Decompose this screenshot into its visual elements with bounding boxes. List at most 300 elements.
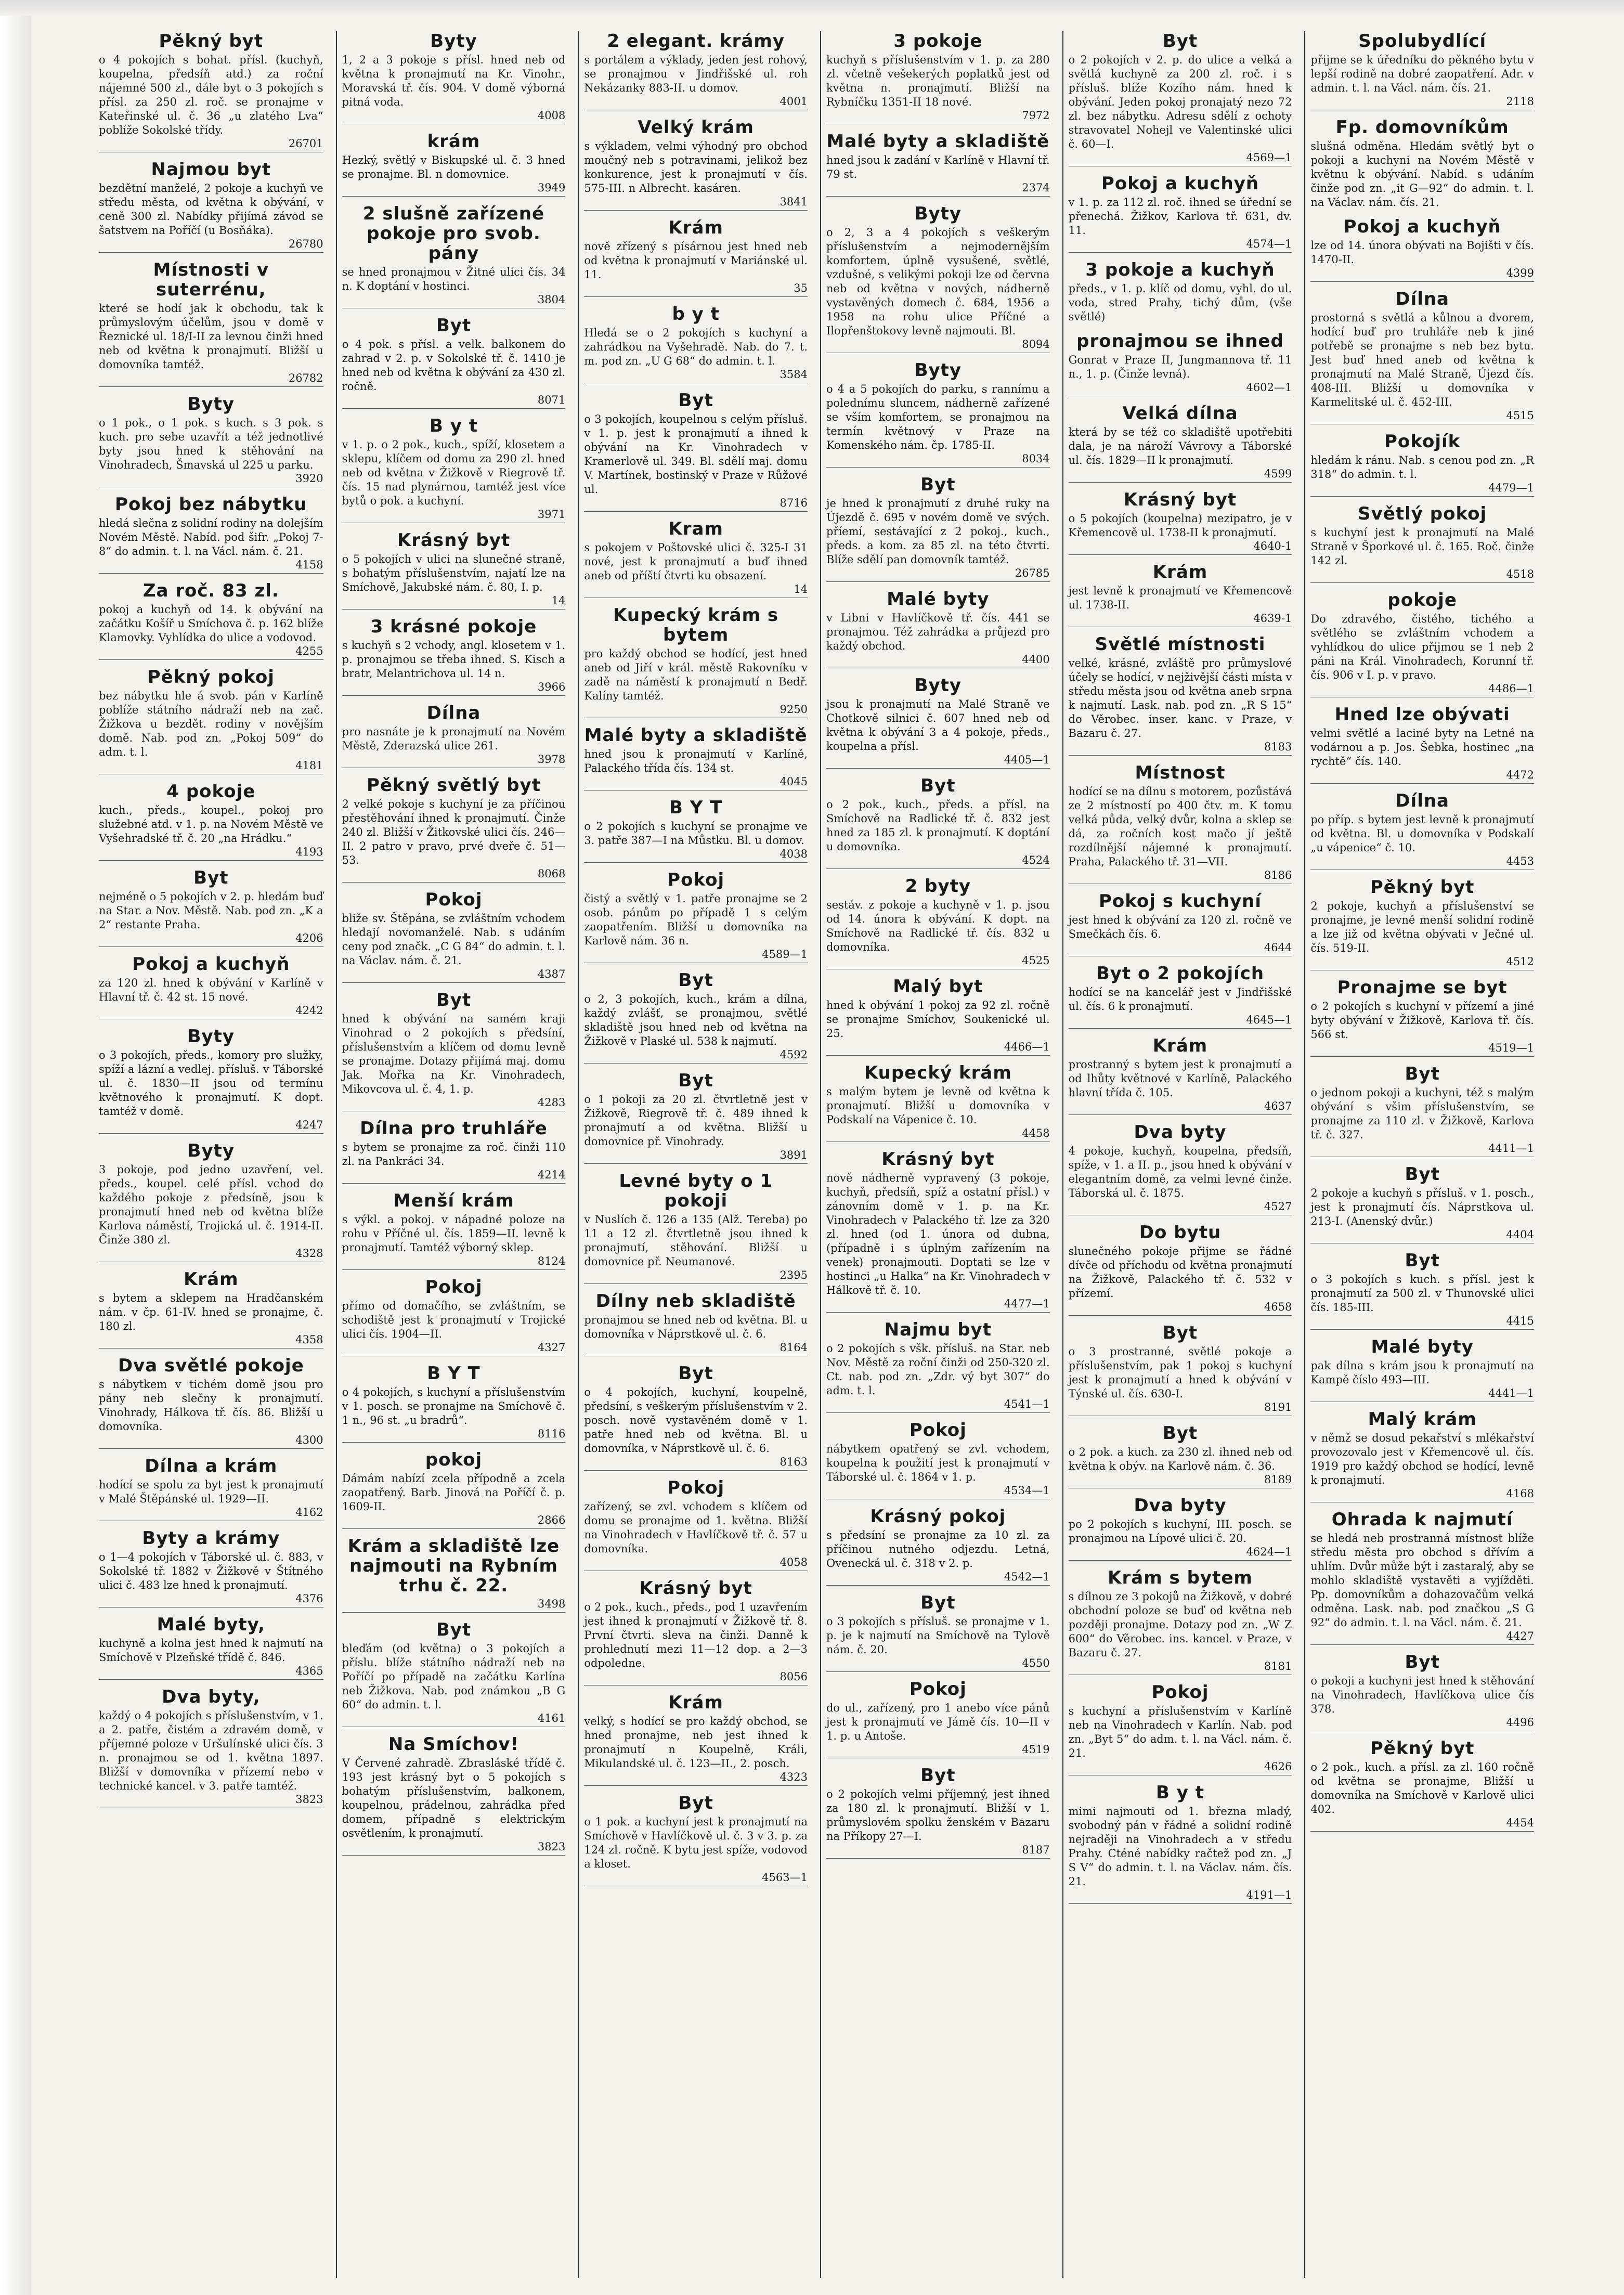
ad-title: 3 pokoje <box>893 31 983 51</box>
ad-number: 4637 <box>1069 1100 1292 1115</box>
classified-ad <box>99 581 323 660</box>
ad-number: 4527 <box>1069 1200 1292 1215</box>
ad-number: 3804 <box>342 293 566 308</box>
ad-title: Byt <box>1405 1652 1440 1672</box>
classified-ad <box>342 1119 566 1184</box>
ad-text: Hezký, světlý v Biskupské ul. č. 3 hned se pronajme. Bl. n domovnice. <box>342 154 566 180</box>
ad-number: 3971 <box>342 508 566 523</box>
ad-title: Byty <box>430 31 477 51</box>
ad-text: s malým bytem je levně od května k pronajmutí. Bližší u domovníka v Podskalí na Vápenice č. 10. <box>826 1085 1050 1126</box>
ad-text: s bytem se pronajme za roč. činži 110 zl. na Pankráci 34. <box>342 1141 566 1168</box>
ad-number: 4602—1 <box>1069 381 1292 396</box>
classified-ad <box>826 876 1050 969</box>
ad-text: hned k obývání na samém kraji Vinohrad o 2 pokojích s předsíní, příslušenstvím a klíčem od domu levně se pronajme. Dotazy přijímá maj. domu Jak. Mořka na Kr. Vinohradech, Mikovcova ul. č. 4, 1. p. <box>342 1013 566 1095</box>
classified-ad <box>584 1171 808 1284</box>
ad-text: s předsíní se pronajme za 10 zl. za příčinou nutného odjezdu. Letná, Ovenecká ul. č. 318 v 2. p. <box>826 1529 1050 1570</box>
ad-text: pokoj a kuchyň od 14. k obývání na začátku Košíř u Smíchova č. p. 162 blíže Klamovky. Vyhlídka do ulice a vodovod. <box>99 603 323 644</box>
ad-text: o 2 pokojích velmi příjemný, jest ihned za 180 zl. k pronajmutí. Bližší v 1. průmyslovém spolku ženském v Bazaru na Příkopy 27—I. <box>826 1788 1050 1843</box>
classified-ad <box>99 160 323 253</box>
classified-ad <box>1069 490 1292 555</box>
ad-title: Místnost <box>1135 762 1226 783</box>
ad-text: o 2, 3 pokojích, kuch., krám a dílna, každý zvlášť, se pronajmou, světlé skladiště jsou hned neb od května na Žižkově v Plaské ul. 538 k najmutí. <box>584 993 808 1047</box>
ad-title: Pokoj <box>1151 1682 1209 1703</box>
ad-text: v Libni v Havlíčkově tř. čís. 441 se pronajmou. Též zahrádka a průjezd pro každý obchod. <box>826 612 1050 652</box>
ad-text: která by se též co skladiště upotřebiti dala, je na nároží Vávrovy a Táborské ul. čís. 1829—II k pronajmutí. <box>1068 426 1292 466</box>
classified-ad <box>99 667 323 774</box>
ad-number: 8164 <box>584 1341 808 1356</box>
ad-number: 4001 <box>584 95 808 110</box>
ad-number: 26701 <box>99 137 323 152</box>
ad-number: 4519 <box>826 1743 1050 1758</box>
classified-ad <box>826 1593 1050 1672</box>
classified-ad <box>99 1456 323 1521</box>
ad-text: s kuchyní a příslušenstvím v Karlíně neb na Vinohradech v Karlín. Nab. pod zn. „Byt 5“ do adm. t. l. na Václ. nám. č. 21. <box>1068 1705 1292 1759</box>
classified-ad <box>1310 217 1534 282</box>
ad-text: 4 pokoje, kuchyň, koupelna, předsíň, spíže, v 1. a II. p., jsou hned k obývání v elegantním domě, za velmi levné činže. Táborská ul. č. 1875. <box>1068 1145 1292 1199</box>
classified-ad <box>1069 763 1292 884</box>
ad-title: Pokoj s kuchyní <box>1098 891 1262 912</box>
ad-text: o 4 pokojích s bohat. přísl. (kuchyň, koupelna, předsíň atd.) za roční nájemné 500 zl., dále byt o 3 pokojích s přísl. za 250 zl. roč. se pronajme v Kateřinské ul. č. 36 „u zlatého Lva“ poblíže Sokolské třídy. <box>99 54 323 136</box>
classified-ad <box>1310 1251 1534 1330</box>
ad-number: 3498 <box>342 1598 566 1613</box>
ad-title: 3 pokoje a kuchyň <box>1085 260 1275 280</box>
ad-number: 3920 <box>99 472 323 487</box>
classified-ad <box>584 870 808 963</box>
ad-title: pronajmou se ihned <box>1076 331 1284 352</box>
classified-ad <box>584 725 808 790</box>
ad-text: o 2 pok., kuch., předs., pod 1 uzavřením jest ihned k pronajmutí v Žižkově tř. 8. První čtvrti. sleva na činži. Danně k prohlednutí mezi 11—12 dop. a 2—3 odpoledne. <box>584 1601 808 1669</box>
ad-text: o 4 pok. s přísl. a velk. balkonem do zahrad v 2. p. v Sokolské tř. č. 1410 je hned neb od května k obývání za 430 zl. ročně. <box>342 338 566 393</box>
ad-text: jest levně k pronajmutí ve Křemencově ul. 1738-II. <box>1068 585 1292 611</box>
classified-ad <box>1310 1337 1534 1402</box>
classified-ad <box>1310 1652 1534 1731</box>
ad-number: 4639-1 <box>1069 612 1292 627</box>
classified-ad <box>99 495 323 574</box>
ad-title: 3 krásné pokoje <box>370 616 537 637</box>
ad-number: 8124 <box>342 1255 566 1270</box>
ad-number: 4541—1 <box>826 1398 1050 1413</box>
ad-text: s pokojem v Poštovské ulici č. 325-I 31 nové, jest k pronajmutí a buď ihned aneb od příští čtvrti ku obsazení. <box>584 541 808 582</box>
column-2 <box>336 31 571 2278</box>
classified-ad <box>1069 562 1292 627</box>
ad-text: velký, s hodící se pro každý obchod, se hned pronajme, neb jest ihned k pronajmutí n Koupelně, Králi, Mikulandské ul. č. 123—II., 2. posch. <box>584 1715 808 1770</box>
classified-ad <box>342 990 566 1111</box>
ad-title: Byt <box>436 1619 472 1640</box>
ad-number: 7972 <box>826 109 1050 124</box>
ad-text: o 2, 3 a 4 pokojích s veškerým příslušenstvím a nejmodernějším komfortem, úplně vysušené, světlé, vzdušné, s velikými pokoji lze od června neb od května v nových, nádherně vystavěných domech č. 684, 1956 a 1958 na rohu ulice Příčné a Ilopřenštokovy levně najmouti. Bl. <box>826 226 1050 337</box>
column-1 <box>94 31 329 2278</box>
classified-ad <box>826 1420 1050 1499</box>
classified-ad <box>342 1191 566 1270</box>
ad-text: 2 pokoje a kuchyň s přísluš. v 1. posch., jest k pronajmutí čís. Náprstkova ul. 213-I. (Anenský dvůr.) <box>1310 1187 1534 1227</box>
classified-ad <box>342 703 566 768</box>
ad-text: hned k obývání 1 pokoj za 92 zl. ročně se pronajme Smíchov, Soukenické ul. 25. <box>826 999 1050 1040</box>
classified-ad <box>584 1478 808 1571</box>
ad-title: Byt <box>436 990 472 1010</box>
column-5 <box>1062 31 1297 2278</box>
ad-text: o 4 a 5 pokojích do parku, s rannímu a polednímu sluncem, nádherně zařízené se vším komfortem, se pronajmou na termín květnový v Praze na Komenského nám. čp. 1785-II. <box>826 383 1050 451</box>
ad-text: nábytkem opatřený se zvl. vchodem, koupelna k použití jest k pronajmutí v Táborské ul. č. 1864 v 1. p. <box>826 1443 1050 1483</box>
classified-ad <box>584 1693 808 1786</box>
ad-text: 3 pokoje, pod jedno uzavření, vel. předs., koupel. celé přísl. vchod do každého pokoje z předsíně, jsou k pronajmutí hned neb od května blíže Karlova náměstí, Trojická ul. č. 1914-II. Činže 380 zl. <box>99 1163 323 1246</box>
ad-text: přijme se k úředníku do pěkného bytu v lepší rodině na dobré zaopatření. Adr. v admin. t. l. na Václ. nám. čís. 21. <box>1310 54 1534 94</box>
ad-title: Pokoj a kuchyň <box>132 954 290 975</box>
ad-title: Byty <box>914 360 962 381</box>
ad-text: s portálem a výklady, jeden jest rohový, se pronajmou v Jindřišské ul. roh Nekázanky 883-II. u domov. <box>584 54 808 94</box>
ad-title: Krásný pokoj <box>870 1506 1006 1527</box>
ad-title: B Y T <box>427 1363 480 1384</box>
ad-text: nově zřízený s písárnou jest hned neb od května k pronajmutí v Mariánské ul. 11. <box>584 240 808 281</box>
ad-text: mimi najmouti od 1. března mladý, svobodný pán v řádné a solidní rodině nejraději na Vinohradech a v středu Prahy. Cténé nabídky račtež pod zn. „J S V“ do admin. t. l. na Václav. nám. čís. 21. <box>1068 1805 1292 1888</box>
ad-text: s nábytkem v tichém domě jsou pro pány neb slečny k pronajmutí. Vinohrady, Hálkova tř. čís. 86. Bližší u domovníka. <box>99 1378 323 1433</box>
classified-ad <box>826 776 1050 869</box>
ad-number: 4399 <box>1310 267 1534 282</box>
ad-number: 2866 <box>342 1514 566 1529</box>
ad-text: čistý a světlý v 1. patře pronajme se 2 osob. pánům po případě 1 s celým zaopatřením. Bližší u domovníka na Karlově nám. 36 n. <box>584 892 808 947</box>
ad-number: 3966 <box>342 681 566 696</box>
ad-number: 4512 <box>1310 955 1534 970</box>
ad-text: pro každý obchod se hodící, jest hned aneb od Jiří v král. městě Rakovníku v zadě na náměstí k pronajmutí n Bedř. Kalíny tamtéž. <box>584 647 808 702</box>
ad-title: Krám s bytem <box>1108 1567 1253 1588</box>
ad-title: Krám a skladiště lze najmouti na Rybním trhu č. 22. <box>347 1536 560 1596</box>
ad-text: každý o 4 pokojích s příslušenstvím, v 1. a 2. patře, čistém a zdravém domě, v příjemné poloze v Uršulínské ulici čís. 3 n. pronajmou se od 1. května 1897. Bližší v domovníka v přízemí nebo v technické kancel. v 3. patře tamtéž. <box>99 1709 323 1792</box>
ad-number: 4411—1 <box>1310 1142 1534 1157</box>
ad-text: o 2 pokojích s kuchyní v přízemí a jiné byty obývání v Žižkově, Karlova tř. čís. 566 st. <box>1310 1000 1534 1041</box>
ad-text: v 1. p. o 2 pok., kuch., spíží, klosetem a sklepu, klíčem od domu za 290 zl. hned neb od května v Žižkově v Riegrově tř. čís. 15 nad plynárnou, tamtéž jest více bytů o pok. a kuchyní. <box>342 438 566 507</box>
ad-text: které se hodí jak k obchodu, tak k průmyslovým účelům, jsou v domě v Řeznické ul. 18/I-II za levnou činži hned neb od května k pronajmutí. Bližší u domovníka tamtéž. <box>99 302 323 371</box>
ad-title: 2 slušně zařízené pokoje pro svob. pány <box>362 203 545 264</box>
ad-number: 8189 <box>1069 1473 1292 1488</box>
classified-ad <box>1069 1783 1292 1904</box>
ad-text: prostorná s světlá a kůlnou a dvorem, hodící buď pro truhláře neb k jiné potřebě se pronajme s neb bez bytu. Jest buď hned aneb od května k pronajmutí na Malé Straně, Újezd čís. 408-III. Bližší u domovníka v Karmelitské ul. č. 452-III. <box>1310 312 1534 408</box>
ad-title: Byt <box>678 1793 713 1813</box>
ad-text: sestáv. z pokoje a kuchyně v 1. p. jsou od 14. února k obývání. K dopt. na Smíchově na Radlické tř. čís. 832 u domovníka. <box>826 899 1050 953</box>
ad-title: Malé byty <box>887 589 990 610</box>
ad-title: Byty <box>914 203 962 224</box>
classified-ad <box>1069 1223 1292 1316</box>
classified-ad <box>1310 31 1534 110</box>
ad-text: pak dílna s krám jsou k pronajmutí na Kampě číslo 493—III. <box>1310 1359 1534 1386</box>
ad-title: Malý byt <box>893 976 983 997</box>
ad-number: 14 <box>342 594 566 610</box>
ad-text: o jednom pokoji a kuchyni, též s malým obývání s všim příslušenstvím, se pronajme za 110 zl. v Žižkově, Karlova tř. č. 327. <box>1310 1086 1534 1141</box>
ad-text: hodící se na kancelář jest v Jindřišské ul. čís. 6 k pronajmutí. <box>1068 986 1292 1013</box>
classified-ad <box>342 31 566 124</box>
ad-number: 4479—1 <box>1310 482 1534 497</box>
ad-title: Kupecký krám <box>864 1062 1012 1083</box>
classified-ad <box>99 394 323 487</box>
ad-text: o 1 pok., o 1 pok. s kuch. s 3 pok. s kuch. pro sebe uzavřít a též jednotlivé byty jsou hned k stěhování na Vinohradech, Šmavská ul 225 u parku. <box>99 417 323 471</box>
ad-number: 4626 <box>1069 1760 1292 1775</box>
ad-title: Pokoj a kuchyň <box>1343 216 1501 237</box>
classified-ad <box>826 589 1050 668</box>
classified-ad <box>342 775 566 883</box>
ad-text: bezdětní manželé, 2 pokoje a kuchyň ve středu města, od května k obývání, v ceně 300 zl. Nabídky přijímá závod se šatstvem na Poříčí (u Bosňáka). <box>99 182 323 237</box>
classified-ad <box>99 31 323 152</box>
classified-ad <box>1069 260 1292 324</box>
ad-number: 4486—1 <box>1310 682 1534 697</box>
ad-text: předs., v 1. p. klíč od domu, vyhl. do ul. voda, stred Prahy, tichý dům, (vše světlé) <box>1068 282 1292 323</box>
ad-title: Dílny neb skladiště <box>595 1291 796 1312</box>
ad-title: Dílna <box>1395 289 1449 309</box>
ad-title: B Y T <box>669 797 723 818</box>
ad-number: 4168 <box>1310 1487 1534 1502</box>
ad-number: 4327 <box>342 1341 566 1356</box>
ad-number: 4376 <box>99 1592 323 1607</box>
classified-ad <box>1069 1036 1292 1115</box>
ad-text: v 1. p. za 112 zl. roč. ihned se úřední se přenechá. Žižkov, Karlova tř. 631, dv. 11. <box>1068 196 1292 237</box>
ad-text: kuchyně a kolna jest hned k najmutí na Smíchově v Plzeňské třídě č. 846. <box>99 1637 323 1664</box>
ad-number: 8163 <box>584 1456 808 1471</box>
ad-number: 2118 <box>1310 95 1534 110</box>
ad-number: 26782 <box>99 372 323 387</box>
classified-ad <box>1069 174 1292 253</box>
ad-text: slušná odměna. Hledám světlý byt o pokoji a kuchyni na Novém Městě v květnu k obývání. Nabíd. s udáním činže pod zn. „it G—92“ do admin. t. l. na Václav. nám. čís. 21. <box>1310 140 1534 209</box>
classified-ad <box>99 868 323 947</box>
ad-text: hodící se na dílnu s motorem, pozůstává ze 2 místností po 400 čtv. m. K tomu velká půda, velký dvůr, kolna a sklep se dá, za ročních kost mačo jí ještě rozdílnější nájemné k pronajmutí. Praha, Palackého tř. 31—VII. <box>1068 785 1292 868</box>
classified-ad <box>1310 1164 1534 1243</box>
ad-text: kuchyň s příslušenstvím v 1. p. za 280 zl. včetně vešekerých poplatků jest od května n. pronajmutí. Bližší na Rybníčku 1351-II 18 nové. <box>826 54 1050 108</box>
classified-ad <box>99 1615 323 1680</box>
ad-text: o 1 pok. a kuchyní jest k pronajmutí na Smíchově v Havlíčkově ul. č. 3 v 3. p. za 124 zl. ročně. K bytu jest spíže, vodovod a kloset. <box>584 1816 808 1870</box>
ad-title: krám <box>427 131 480 152</box>
ad-number: 4328 <box>99 1247 323 1262</box>
ad-title: pokoje <box>1387 590 1457 611</box>
ad-title: Malé byty a skladiště <box>826 131 1050 152</box>
column-6 <box>1304 31 1539 2278</box>
ad-title: Světlý pokoj <box>1358 503 1487 524</box>
classified-ad <box>1069 891 1292 956</box>
ad-number: 3949 <box>342 181 566 197</box>
column-3 <box>578 31 813 2278</box>
ad-number: 4592 <box>584 1048 808 1064</box>
ad-number: 8068 <box>342 867 566 883</box>
ad-number: 4206 <box>99 932 323 947</box>
ad-title: Dílna a krám <box>145 1456 278 1476</box>
classified-ad <box>342 1364 566 1443</box>
ad-title: Velký krám <box>638 117 754 138</box>
classified-ad <box>826 1149 1050 1313</box>
ad-title: Krám <box>184 1269 239 1290</box>
classified-ad <box>1310 705 1534 784</box>
ad-title: Byty a krámy <box>142 1528 280 1549</box>
ad-text: nejméně o 5 pokojích v 2. p. hledám buď na Star. a Nov. Městě. Nab. pod zn. „K a 2“ restante Praha. <box>99 890 323 931</box>
classified-ad <box>1310 978 1534 1057</box>
ad-text: velmi světlé a laciné byty na Letné na vodárnou a p. Jos. Šebka, hostinec „na rychtě“ čís. 140. <box>1310 727 1534 768</box>
ad-number: 4045 <box>584 775 808 790</box>
ad-title: Krásný byt <box>1123 489 1237 510</box>
ad-title: Pěkný světlý byt <box>367 775 541 796</box>
ad-number: 4466—1 <box>826 1041 1050 1056</box>
ad-text: hned jsou k zadání v Karlíně v Hlavní tř. 79 st. <box>826 154 1050 180</box>
ad-number: 4162 <box>99 1506 323 1521</box>
classified-ad <box>1069 1423 1292 1488</box>
ad-number: 4458 <box>826 1127 1050 1142</box>
ad-text: s dílnou ze 3 pokojů na Žižkově, v dobré obchodní poloze se buď od května neb později pronajme. Dotazy pod zn. „W Z 600“ do Věrobec. ins. kancel. v Praze, v Bazaru č. 27. <box>1068 1590 1292 1659</box>
ad-title: Pokoj <box>667 1477 725 1498</box>
classified-ad <box>584 1291 808 1356</box>
ad-number: 8716 <box>584 497 808 512</box>
ad-title: 4 pokoje <box>166 781 256 802</box>
ad-text: o 2 pokojích v 2. p. do ulice a velká a světlá kuchyně za 200 zl. roč. i s přísluš. blíže Kozího nám. hned k obývání. Jeden pokoj pronajatý nezo 72 zl. bez nábytku. Adresu sdělí z ochoty stravovatel Nohejl ve Valentinské ulici č. 60—I. <box>1068 54 1292 150</box>
ad-text: bleďám (od května) o 3 pokojích a příslu. blíže státního nádraží neb na Poříčí po případě na začátku Karlína neb Žižkova. Nab. pod známkou „B G 60“ do admin. t. l. <box>342 1642 566 1711</box>
ad-title: Byt <box>920 474 956 495</box>
ad-number: 8116 <box>342 1428 566 1443</box>
classified-ad <box>584 218 808 297</box>
ad-text: o 3 pokojích s kuch. s přísl. jest k pronajmutí za 500 zl. v Thunovské ulici čís. 185-III. <box>1310 1273 1534 1314</box>
ad-number: 4640-1 <box>1069 540 1292 555</box>
ad-text: 1, 2 a 3 pokoje s přísl. hned neb od května k pronajmutí na Kr. Vinohr., Moravská tř. čís. 904. V domě výborná pitná voda. <box>342 54 566 108</box>
ad-text: velké, krásné, zvláště pro průmyslové účely se hodící, v nejživější části místa v středu města jsou od května aneb srpna k najmutí. Lask. nab. pod zn. „R S 15“ do Věrobec. inser. kanc. v Praze, v Bazaru č. 27. <box>1068 657 1292 740</box>
classified-ad <box>342 204 566 308</box>
ad-text: jsou k pronajmutí na Malé Straně ve Chotkově silnici č. 607 hned neb od května k obývání 3 a 4 pokoje, předs., koupelna a přísl. <box>826 698 1050 753</box>
ad-title: Byt <box>1162 1322 1198 1343</box>
classified-ad <box>1310 432 1534 497</box>
ad-title: Byt <box>1405 1064 1440 1084</box>
classified-ad <box>99 954 323 1019</box>
ad-text: o 1—4 pokojích v Táborské ul. č. 883, v Sokolské tř. 1882 v Žižkově v Štítného ulici č. 483 lze hned k pronajmutí. <box>99 1551 323 1591</box>
column-4 <box>820 31 1055 2278</box>
ad-text: po 2 pokojích s kuchyní, III. posch. se pronajmou na Lípové ulici č. 20. <box>1068 1518 1292 1545</box>
ad-number: 8191 <box>1069 1401 1292 1416</box>
ad-number: 8181 <box>1069 1660 1292 1675</box>
ad-title: Dílna <box>1395 790 1449 811</box>
ad-number: 4599 <box>1069 468 1292 483</box>
classified-ad <box>1310 118 1534 210</box>
ad-text: je hned k pronajmutí z druhé ruky na Újezdě č. 695 v novém domě ve svých. příemí, sestávající z 2 pokoj., kuch., předs. a kom. za 85 zl. na této čtvrti. Blíže sdělí pan domovník tamtéž. <box>826 497 1050 566</box>
ad-title: Byt <box>678 970 713 991</box>
ad-number: 3823 <box>342 1840 566 1856</box>
ad-title: Byt <box>436 315 472 336</box>
ad-number: 4191—1 <box>1069 1889 1292 1904</box>
ad-number: 4644 <box>1069 941 1292 956</box>
classified-ad <box>99 1141 323 1262</box>
classified-ad <box>584 1578 808 1685</box>
ad-text: hned jsou k pronajmutí v Karlíně, Palackého třída čís. 134 st. <box>584 748 808 774</box>
ad-text: s kuchyň s 2 vchody, angl. klosetem v 1. p. pronajmou se třeba ihned. S. Kisch a bratr, Melantrichova ul. 14 n. <box>342 639 566 680</box>
ad-title: Malé byty <box>1371 1337 1474 1357</box>
classified-ad <box>1069 331 1292 396</box>
ad-title: Byt <box>920 775 956 796</box>
classified-ad <box>1310 289 1534 424</box>
ad-title: Kupecký krám s bytem <box>613 605 779 645</box>
ad-number: 4365 <box>99 1665 323 1680</box>
ad-text: o 2 pok., kuch., předs. a přísl. na Smíchově na Radlické tř. č. 832 jest hned za 185 zl. k pronajmutí. K doptání u domovníka. <box>826 798 1050 853</box>
ad-text: o 3 prostranné, světlé pokoje a příslušenstvím, pak 1 pokoj s kuchyní jest k pronajmutí a hned k obývání v Týnské ul. čís. 630-I. <box>1068 1345 1292 1400</box>
ad-number: 4255 <box>99 645 323 660</box>
classified-ad <box>99 1356 323 1449</box>
ad-number: 8186 <box>1069 869 1292 884</box>
classified-ad <box>99 1528 323 1607</box>
ad-title: Dva byty, <box>162 1687 261 1707</box>
ad-number: 4454 <box>1310 1817 1534 1832</box>
classified-ad <box>584 798 808 863</box>
ad-title: Pěkný byt <box>159 31 264 51</box>
classified-ad <box>826 1766 1050 1859</box>
ad-title: Byt <box>1405 1164 1440 1185</box>
ad-title: Byt <box>678 1363 713 1384</box>
classified-ad <box>1069 1496 1292 1561</box>
classified-ad <box>1069 404 1292 483</box>
ad-number: 4441—1 <box>1310 1387 1534 1402</box>
ad-number: 4161 <box>342 1712 566 1727</box>
ad-text: 2 pokoje, kuchyň a příslušenství se pronajme, je levně menší solidní rodině a lze již od května obývati v Ječné ul. čís. 519-II. <box>1310 900 1534 954</box>
classified-ad <box>826 676 1050 769</box>
classified-ad <box>826 977 1050 1056</box>
page-binding-shadow <box>0 0 31 2295</box>
classified-ad <box>826 475 1050 582</box>
ad-title: Byt o 2 pokojích <box>1096 963 1265 984</box>
classified-ad <box>1069 1323 1292 1416</box>
classified-ad <box>584 605 808 718</box>
ad-title: Světlé místnosti <box>1095 634 1266 655</box>
page-top-shadow <box>0 0 1624 16</box>
ad-text: nově nádherně vypravený (3 pokoje, kuchyň, předsíň, spíž a ostatní přísl.) v zánovním domě v 1. p. na Kr. Vinohradech v Palackého tř. lze za 320 zl. hned (od 1. února od dubna, (případně i s úplným zařízením na venek) pronajmouti. Doptati se lze v hostinci „u Halka“ na Kr. Vinohradech v Hálkově tř. č. 10. <box>826 1172 1050 1296</box>
ad-text: s bytem a sklepem na Hradčanském nám. v čp. 61-IV. hned se pronajme, č. 180 zl. <box>99 1292 323 1332</box>
ad-title: Byt <box>193 867 229 888</box>
ad-text: do ul., zařízený, pro 1 anebo více pánů jest k pronajmutí ve Jámě čís. 10—II v 1. p. u Antoše. <box>826 1702 1050 1742</box>
classified-ad <box>342 1277 566 1356</box>
ad-title: B y t <box>429 416 478 436</box>
classified-ad <box>1069 634 1292 756</box>
ad-title: Krásný byt <box>397 530 511 551</box>
ad-number: 4323 <box>584 1771 808 1786</box>
ad-number: 4193 <box>99 846 323 861</box>
ad-number: 4247 <box>99 1119 323 1134</box>
ad-text: o 3 pokojích, koupelnou s celým přísluš. v 1. p. jest k pronajmutí a ihned k obývání na Kr. Vinohradech v Kramerlově ul. 349. Bl. sdělí maj. domu V. Martínek, bostinský v Praze v Růžové ul. <box>584 413 808 496</box>
ad-number: 3978 <box>342 753 566 768</box>
ad-text: slunečného pokoje přijme se řádné dívče od příchodu od května pronajmutí na Žižkově, Palackého tř. č. 532 v přízemí. <box>1068 1245 1292 1300</box>
ad-title: Malé byty a skladiště <box>584 725 808 746</box>
ad-number: 4658 <box>1069 1301 1292 1316</box>
ad-number: 8183 <box>1069 741 1292 756</box>
ad-number: 4415 <box>1310 1315 1534 1330</box>
ad-text: lze od 14. února obývati na Bojišti v čís. 1470-II. <box>1310 239 1534 266</box>
ad-title: Krásný byt <box>881 1149 995 1170</box>
ad-text: bez nábytku hle á svob. pán v Karlíně poblíže státního nádraží neb na zač. Žižkova u bezdět. rodiny v novějším domě. Nab. pod zn. „Pokoj 509“ do adm. t. l. <box>99 690 323 758</box>
ad-text: pro nasnáte je k pronajmutí na Novém Městě, Zderazská ulice 261. <box>342 725 566 752</box>
ad-number: 8056 <box>584 1670 808 1685</box>
ad-number: 3841 <box>584 196 808 211</box>
ad-title: Byty <box>914 675 962 696</box>
ad-title: Byty <box>187 1140 235 1161</box>
classified-ad <box>1310 504 1534 583</box>
classified-ad <box>584 391 808 512</box>
classified-ad <box>826 31 1050 124</box>
ad-text: jest hned k obývání za 120 zl. ročně ve Smečkách čís. 6. <box>1068 914 1292 940</box>
ad-text: s výkladem, velmi výhodný pro obchod moučný neb s potravinami, jelikož bez konkurence, jest k pronajmutí v čís. 575-III. n Albrecht. kasáren. <box>584 140 808 195</box>
ad-text: se hned pronajmou v Žitné ulici čís. 34 n. K doptání v hostinci. <box>342 266 566 292</box>
classified-ad <box>99 1687 323 1808</box>
ad-title: Hned lze obývati <box>1334 704 1510 725</box>
ad-text: s výkl. a pokoj. v nápadné poloze na rohu v Příčné ul. čís. 1859—II. levně k pronajmutí. Tamtéž výborný sklep. <box>342 1213 566 1254</box>
classified-ad <box>826 132 1050 197</box>
ad-number: 8071 <box>342 394 566 409</box>
classified-ad <box>1069 1682 1292 1775</box>
ad-text: prostranný s bytem jest k pronajmutí a od lhůty květnové v Karlíně, Palackého hlavní třída č. 105. <box>1068 1058 1292 1099</box>
ad-number: 4038 <box>584 848 808 863</box>
ad-text: o 4 pokojích, s kuchyní a příslušenstvím v 1. posch. se pronajme na Smíchově č. 1 n., 96 st. „u bradrů“. <box>342 1386 566 1427</box>
classified-ad <box>342 316 566 409</box>
ad-title: Pokoj <box>425 889 483 910</box>
ad-number: 4477—1 <box>826 1298 1050 1313</box>
ad-number: 4242 <box>99 1004 323 1019</box>
ad-title: Krám <box>1152 562 1208 582</box>
ad-text: přímo od domačího, se zvláštním, se schodiště jest k pronajmutí v Trojické ulici čís. 1904—II. <box>342 1300 566 1340</box>
ad-title: Pěkný byt <box>1370 877 1475 898</box>
ad-text: po příp. s bytem jest levně k pronajmutí od května. Bl. u domovníka v Podskalí „u vápenice“ č. 10. <box>1310 813 1534 854</box>
ad-text: o 5 pokojích v ulici na slunečné straně, s bohatým příslušenstvím, najatí lze na Smíchově, Jakubské nám. č. 80, I. p. <box>342 553 566 593</box>
